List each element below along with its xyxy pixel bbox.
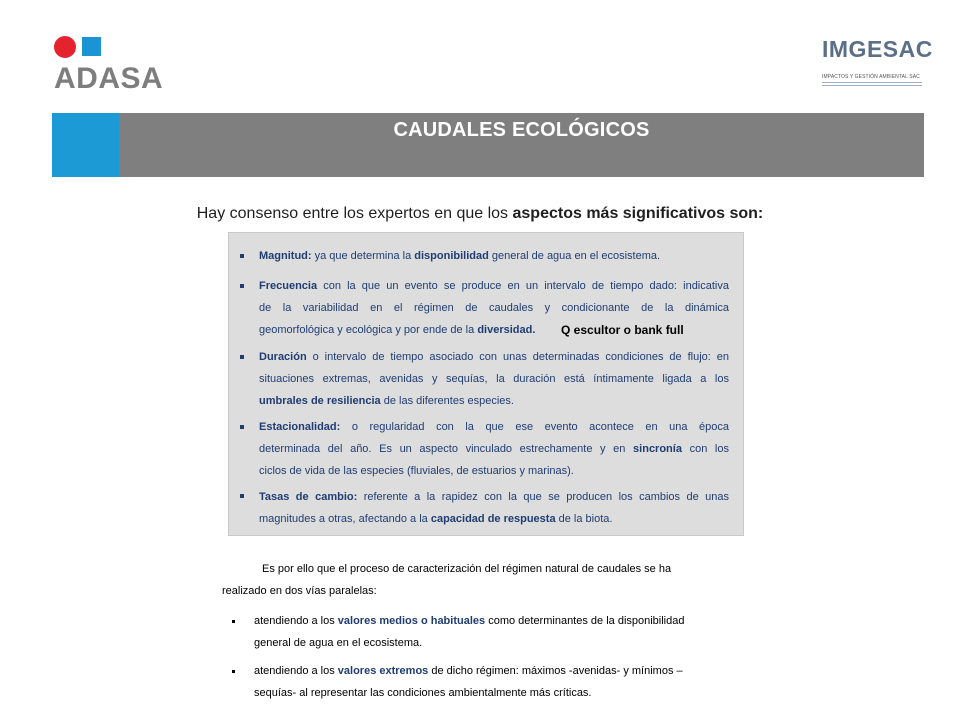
imgesac-logo xyxy=(818,36,933,96)
bullet-square-icon xyxy=(240,494,244,498)
slide-title: CAUDALES ECOLÓGICOS xyxy=(393,119,650,141)
imgesac-underline-2 xyxy=(822,85,922,86)
intro-text: Hay consenso entre los expertos en que los xyxy=(196,205,513,222)
lower-b2-line-2: sequías- al representar las condiciones ambientalmente más críticas. xyxy=(254,687,592,699)
duracion-line-3: umbrales de resiliencia de las diferentes especies. xyxy=(259,395,514,407)
frecuencia-line-1: Frecuencia con la que un evento se produce en un intervalo de tiempo dado: indicativa xyxy=(259,280,729,292)
q-escultor-note: Q escultor o bank full xyxy=(561,323,684,337)
bullet-square-icon xyxy=(240,355,244,359)
bullet-square-icon xyxy=(240,254,244,258)
frecuencia-line-3: geomorfológica y ecológica y por ende de la diversidad. xyxy=(259,324,536,336)
intro-sentence xyxy=(0,205,960,223)
lower-b1-line-1: atendiendo a los valores medios o habituales como determinantes de la disponibilidad xyxy=(254,615,685,627)
lower-p1-line-2: realizado en dos vías paralelas: xyxy=(222,585,377,597)
adasa-logo-blue-square-icon xyxy=(82,37,101,56)
imgesac-tagline: IMPACTOS Y GESTIÓN AMBIENTAL SAC xyxy=(822,74,920,80)
intro-bold: aspectos más significativos son: xyxy=(512,205,764,222)
tasas-line-2: magnitudes a otras, afectando a la capacidad de respuesta de la biota. xyxy=(259,513,613,525)
bullet-square-icon xyxy=(240,425,244,429)
adasa-logo-red-circle-icon xyxy=(54,36,76,58)
estacionalidad-line-2: determinada del año. Es un aspecto vinculado estrechamente y en sincronía con los xyxy=(259,443,729,455)
lower-bullet-square-icon xyxy=(232,670,235,673)
duracion-line-1: Duración o intervalo de tiempo asociado con unas determinadas condiciones de flujo: en xyxy=(259,351,729,363)
estacionalidad-line-1: Estacionalidad: o regularidad con la que ese evento acontece en una época xyxy=(259,421,729,433)
adasa-logo xyxy=(54,34,174,96)
title-banner xyxy=(52,113,924,177)
aspects-box xyxy=(228,232,744,536)
banner-accent xyxy=(52,113,119,177)
lower-bullet-square-icon xyxy=(232,620,235,623)
adasa-logo-text: ADASA xyxy=(54,62,164,95)
lower-b1-line-2: general de agua en el ecosistema. xyxy=(254,637,423,649)
tasas-line-1: Tasas de cambio: referente a la rapidez con la que se producen los cambios de unas xyxy=(259,491,729,503)
bullet-square-icon xyxy=(240,284,244,288)
imgesac-underline xyxy=(822,82,922,83)
lower-b2-line-1: atendiendo a los valores extremos de dicho régimen: máximos -avenidas- y mínimos – xyxy=(254,665,683,677)
magnitud-line-1: Magnitud: ya que determina la disponibilidad general de agua en el ecosistema. xyxy=(259,250,661,262)
lower-p1-line-1: Es por ello que el proceso de caracterización del régimen natural de caudales se ha xyxy=(262,563,672,575)
imgesac-logo-text: IMGESAC xyxy=(822,36,933,62)
duracion-line-2: situaciones extremas, avenidas y sequías, la duración está íntimamente ligada a los xyxy=(259,373,729,385)
frecuencia-line-2: de la variabilidad en el régimen de caudales y condicionante de la dinámica xyxy=(259,302,729,314)
estacionalidad-line-3: ciclos de vida de las especies (fluviales, de estuarios y marinas). xyxy=(259,465,574,477)
